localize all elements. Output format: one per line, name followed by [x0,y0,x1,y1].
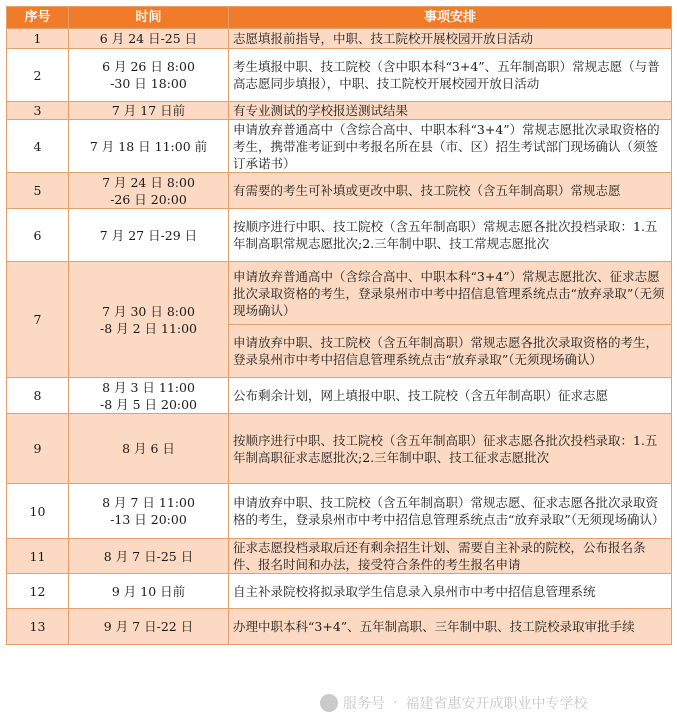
wechat-icon [320,694,338,712]
time-line: -13 日 20:00 [110,512,187,527]
row-time [69,262,229,378]
table-row [7,49,672,102]
table-row [7,609,672,645]
time-line: 6 月 26 日 8:00 [102,59,195,74]
row-item: 自主补录院校将拟录取学生信息录入泉州市中考中招信息管理系统 [229,574,672,609]
row-time [69,120,229,173]
time-line: 9 月 7 日-22 日 [103,619,194,634]
row-item: 征求志愿投档录取后还有剩余招生计划、需要自主补录的院校，公布报名条件、报名时间和办法，接受符合条件的考生报名申请 [229,539,672,574]
watermark: 服务号 · 福建省惠安开成职业中专学校 [320,690,670,716]
row-item: 申请放弃中职、技工院校（含五年制高职）常规志愿、征求志愿各批次录取资格的考生，登录泉州市中考中招信息管理系统点击“放弃录取”（无须现场确认） [229,484,672,539]
table-row [7,262,672,325]
row-item: 志愿填报前指导，中职、技工院校开展校园开放日活动 [229,29,672,49]
row-item: 申请放弃普通高中（含综合高中、中职本科“3+4”）常规志愿批次录取资格的考生，携带准考证到中考报名所在县（市、区）招生考试部门现场确认（须签订承诺书） [229,120,672,173]
time-line: 9 月 10 日前 [111,583,186,599]
time-line: 8 月 6 日 [122,441,175,456]
time-line: 8 月 7 日 11:00 [102,495,195,510]
row-time [69,29,229,49]
row-item: 按顺序进行中职、技工院校（含五年制高职）征求志愿各批次投档录取：1.五年制高职征求志愿批次;2.三年制中职、技工征求志愿批次 [229,414,672,484]
time-line: 7 月 18 日 11:00 前 [89,138,208,154]
row-time [69,414,229,484]
table-row [7,173,672,209]
row-item: 申请放弃中职、技工院校（含五年制高职）常规志愿各批次录取资格的考生，登录泉州市中考中招信息管理系统点击“放弃录取”（无须现场确认） [229,325,672,378]
row-number: 10 [7,484,69,539]
header-no: 序号 [7,7,69,29]
row-item: 公布剩余计划，网上填报中职、技工院校（含五年制高职）征求志愿 [229,378,672,414]
time-line: -8 月 5 日 20:00 [99,396,198,412]
table-row [7,102,672,120]
row-item: 有专业测试的学校报送测试结果 [229,102,672,120]
row-time [69,173,229,209]
time-line: 6 月 24 日-25 日 [99,31,198,46]
row-time [69,609,229,645]
row-number: 7 [7,262,69,378]
time-line: -8 月 2 日 11:00 [99,320,198,336]
table-row [7,574,672,609]
row-number: 8 [7,378,69,414]
table-row [7,539,672,574]
row-time [69,49,229,102]
row-number: 12 [7,574,69,609]
row-item: 有需要的考生可补填或更改中职、技工院校（含五年制高职）常规志愿 [229,173,672,209]
row-item: 办理中职本科“3+4”、五年制高职、三年制中职、技工院校录取审批手续 [229,609,672,645]
row-number: 9 [7,414,69,484]
row-number: 4 [7,120,69,173]
time-line: 7 月 24 日 8:00 [102,174,195,190]
row-time [69,574,229,609]
table-body [7,29,672,645]
row-number: 6 [7,209,69,262]
row-time [69,209,229,262]
table-row [7,209,672,262]
row-number: 5 [7,173,69,209]
table-row [7,378,672,414]
table-row [7,484,672,539]
table-header-row [7,7,672,29]
header-time: 时间 [69,7,229,29]
header-item: 事项安排 [229,7,672,29]
row-time [69,484,229,539]
row-item: 考生填报中职、技工院校（含中职本科“3+4”、五年制高职）常规志愿（与普高志愿同步填报），中职、技工院校开展校园开放日活动 [229,49,672,102]
watermark-left: 服务号 [343,696,385,712]
time-line: 7 月 27 日-29 日 [99,227,198,243]
table-row [7,29,672,49]
row-time [69,539,229,574]
row-number: 13 [7,609,69,645]
row-item: 申请放弃普通高中（含综合高中、中职本科“3+4”）常规志愿批次、征求志愿批次录取资格的考生，登录泉州市中考中招信息管理系统点击“放弃录取”（无须现场确认） [229,262,672,325]
row-item: 按顺序进行中职、技工院校（含五年制高职）常规志愿各批次投档录取：1.五年制高职常规志愿批次;2.三年制中职、技工常规志愿批次 [229,209,672,262]
time-line: 8 月 7 日-25 日 [103,548,194,564]
row-time [69,378,229,414]
schedule-table [6,6,672,645]
row-number: 11 [7,539,69,574]
time-line: -30 日 18:00 [110,76,187,91]
row-number: 1 [7,29,69,49]
time-line: 7 月 30 日 8:00 [102,303,195,319]
watermark-right: 福建省惠安开成职业中专学校 [405,696,588,712]
table-row [7,120,672,173]
row-time [69,102,229,120]
time-line: 8 月 3 日 11:00 [102,379,195,395]
time-line: 7 月 17 日前 [111,103,186,118]
row-number: 3 [7,102,69,120]
table-row [7,414,672,484]
time-line: -26 日 20:00 [110,191,187,207]
row-number: 2 [7,49,69,102]
